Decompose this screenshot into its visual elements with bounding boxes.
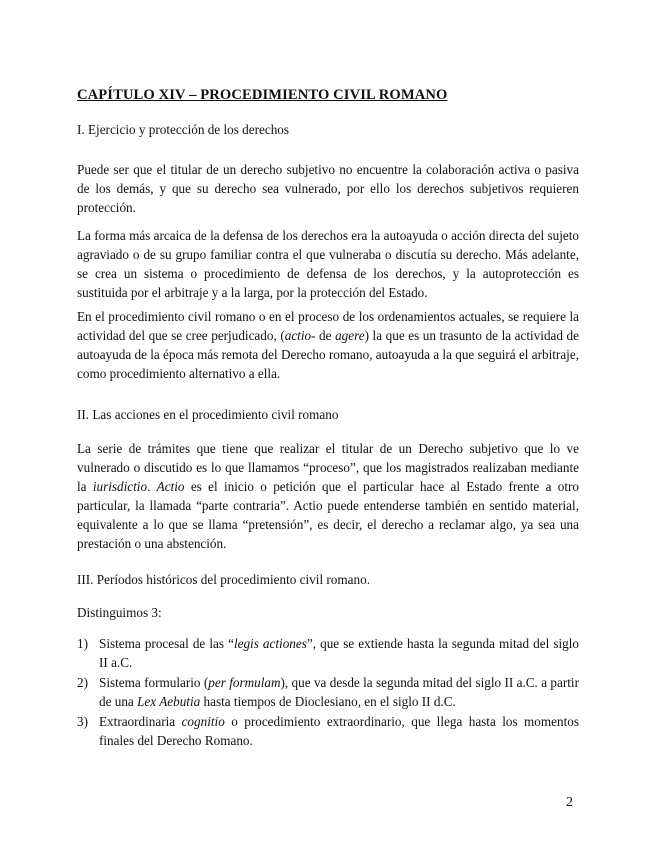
section-1-paragraph-3: En el procedimiento civil romano o en el proceso de los ordenamientos actuales, se requiere la actividad del que se cree perjudicado, (actio- de agere) la que es un trasunto de la actividad de autoayuda de la época más remota del Derecho romano, autoayuda a la que seguirá el arbitraje, como procedimiento alternativo a ella. (77, 309, 579, 381)
section-1-paragraph-1: Puede ser que el titular de un derecho subjetivo no encuentre la colaboración activa o pasiva de los demás, y que su derecho sea vulnerado, por ello los derechos subjetivos requieren protección. (77, 162, 579, 215)
chapter-title: CAPÍTULO XIV – PROCEDIMIENTO CIVIL ROMANO (77, 87, 448, 103)
section-2-paragraph-1: La serie de trámites que tiene que realizar el titular de un Derecho subjetivo que lo ve vulnerado o discutido es lo que llamamos “proceso”, que los magistrados realizaban mediante la iurisdictio. Actio es el inicio o petición que el particular hace al Estado frente a otro particular, la llamada “parte contraria”. Actio puede entenderse también en sentido material, equivalente a lo que se llama “pretensión”, es decir, el derecho a reclamar algo, ya sea una prestación o una abstención. (77, 441, 579, 551)
list-item: 3) Extraordinaria cognitio o procedimiento extraordinario, que llega hasta los momentos finales del Derecho Romano. (77, 714, 579, 748)
page-number: 2 (566, 795, 573, 810)
section-3-intro: Distinguimos 3: (77, 605, 162, 620)
list-item: 1) Sistema procesal de las “legis actiones”, que se extiende hasta la segunda mitad del siglo II a.C. (77, 636, 579, 670)
section-3-heading: III. Períodos históricos del procedimiento civil romano. (77, 572, 370, 587)
periods-list (77, 634, 579, 751)
section-1-paragraph-2: La forma más arcaica de la defensa de los derechos era la autoayuda o acción directa del sujeto agraviado o de su grupo familiar contra el que vulneraba o discutía su derecho. Más adelante, se crea un sistema o procedimiento de defensa de los derechos, y la autoprotección es sustituida por el arbitraje y a la larga, por la protección del Estado. (77, 228, 579, 300)
list-item: 2) Sistema formulario (per formulam), que va desde la segunda mitad del siglo II a.C. a partir de una Lex Aebutia hasta tiempos de Dioclesiano, en el siglo II d.C. (77, 675, 579, 709)
section-1-heading: I. Ejercicio y protección de los derechos (77, 122, 290, 137)
section-2-heading: II. Las acciones en el procedimiento civil romano (77, 407, 339, 422)
